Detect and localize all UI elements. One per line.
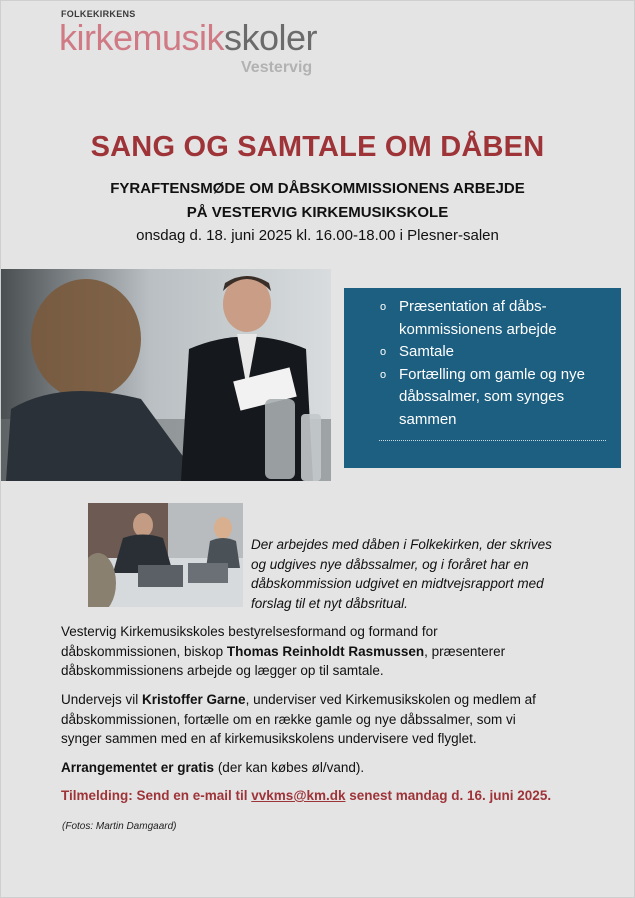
intro-line-3: dåbskommission udgivet en midtvejsrapport med	[251, 576, 544, 591]
paragraph-speaker-2	[61, 690, 581, 749]
program-item-1-line-2: kommissionens arbejde	[399, 320, 557, 338]
registration-deadline: senest mandag d. 16. juni 2025.	[345, 788, 552, 803]
bullet-icon: o	[380, 301, 387, 313]
intro-line-4: forslag til et nyt dåbsritual.	[251, 595, 408, 611]
p2-line-2: dåbskommissionen, fortælle om en række gamle og nye dåbssalmer, som vi	[61, 711, 516, 727]
p1-line-3: dåbskommissionens arbejde og lægger op til samtale.	[61, 663, 384, 678]
intro-text	[251, 535, 581, 613]
logo-top-text: FOLKEKIRKENS	[61, 9, 136, 19]
logo-main-part1: kirkemusik	[59, 17, 225, 58]
p1-line-1: Vestervig Kirkemusikskoles bestyrelsesformand og formand for	[61, 624, 438, 639]
program-box	[344, 288, 621, 468]
intro-line-2: og udgives nye dåbssalmer, og i foråret har en	[251, 556, 529, 572]
program-item-3-line-3: sammen	[399, 410, 457, 428]
subtitle-line-2: PÅ VESTERVIG KIRKEMUSIKSKOLE	[186, 204, 449, 221]
p2-line-1a: Undervejs vil	[61, 692, 143, 707]
list-item	[344, 341, 621, 364]
p2-line-1c: , underviser ved Kirkemusikskolen og medlem af	[245, 692, 536, 707]
program-item-2-line-1: Samtale	[399, 343, 455, 360]
p2-line-3: synger sammen med en af kirkemusikskolens undervisere ved flyglet.	[61, 731, 477, 746]
logo	[59, 17, 317, 59]
email-link[interactable]: vvkms@km.dk	[251, 788, 346, 803]
photo-credit: (Fotos: Martin Damgaard)	[62, 821, 177, 832]
list-item	[344, 364, 621, 432]
intro-line-1: Der arbejdes med dåben i Folkekirken, der skrives	[251, 537, 552, 552]
speaker-photo	[1, 269, 331, 481]
program-item-3-line-1: Fortælling om gamle og nye	[399, 365, 585, 383]
event-time: onsdag d. 18. juni 2025 kl. 16.00-18.00 i Plesner-salen	[136, 227, 499, 244]
speaker-name-2: Kristoffer Garne	[142, 692, 246, 707]
list-item	[344, 296, 621, 341]
subtitle-line-1: FYRAFTENSMØDE OM DÅBSKOMMISSIONENS ARBEJDE	[110, 180, 525, 197]
meeting-photo	[88, 503, 243, 607]
p1-line-2c: , præsenterer	[424, 643, 506, 659]
page-title: SANG OG SAMTALE OM DÅBEN	[90, 131, 545, 163]
bullet-icon: o	[380, 368, 387, 381]
logo-main-part2: skoler	[224, 17, 318, 58]
paragraph-chairman	[61, 622, 581, 681]
bullet-icon: o	[380, 346, 387, 358]
program-item-3-line-2: dåbssalmer, som synges	[399, 388, 565, 405]
free-label: Arrangementet er gratis	[61, 760, 215, 775]
program-list	[344, 296, 621, 431]
program-item-1-line-1: Præsentation af dåbs-	[399, 298, 547, 315]
p1-line-2a: dåbskommissionen, biskop	[61, 643, 227, 659]
free-note: (der kan købes øl/vand).	[214, 760, 365, 775]
registration-prefix: Tilmelding: Send en e-mail til	[61, 788, 252, 803]
dotted-divider	[379, 440, 606, 441]
paragraph-free	[61, 758, 581, 778]
logo-subtitle: Vestervig	[241, 59, 313, 76]
registration-text	[61, 786, 581, 806]
speaker-name-1: Thomas Reinholdt Rasmussen	[226, 643, 425, 659]
